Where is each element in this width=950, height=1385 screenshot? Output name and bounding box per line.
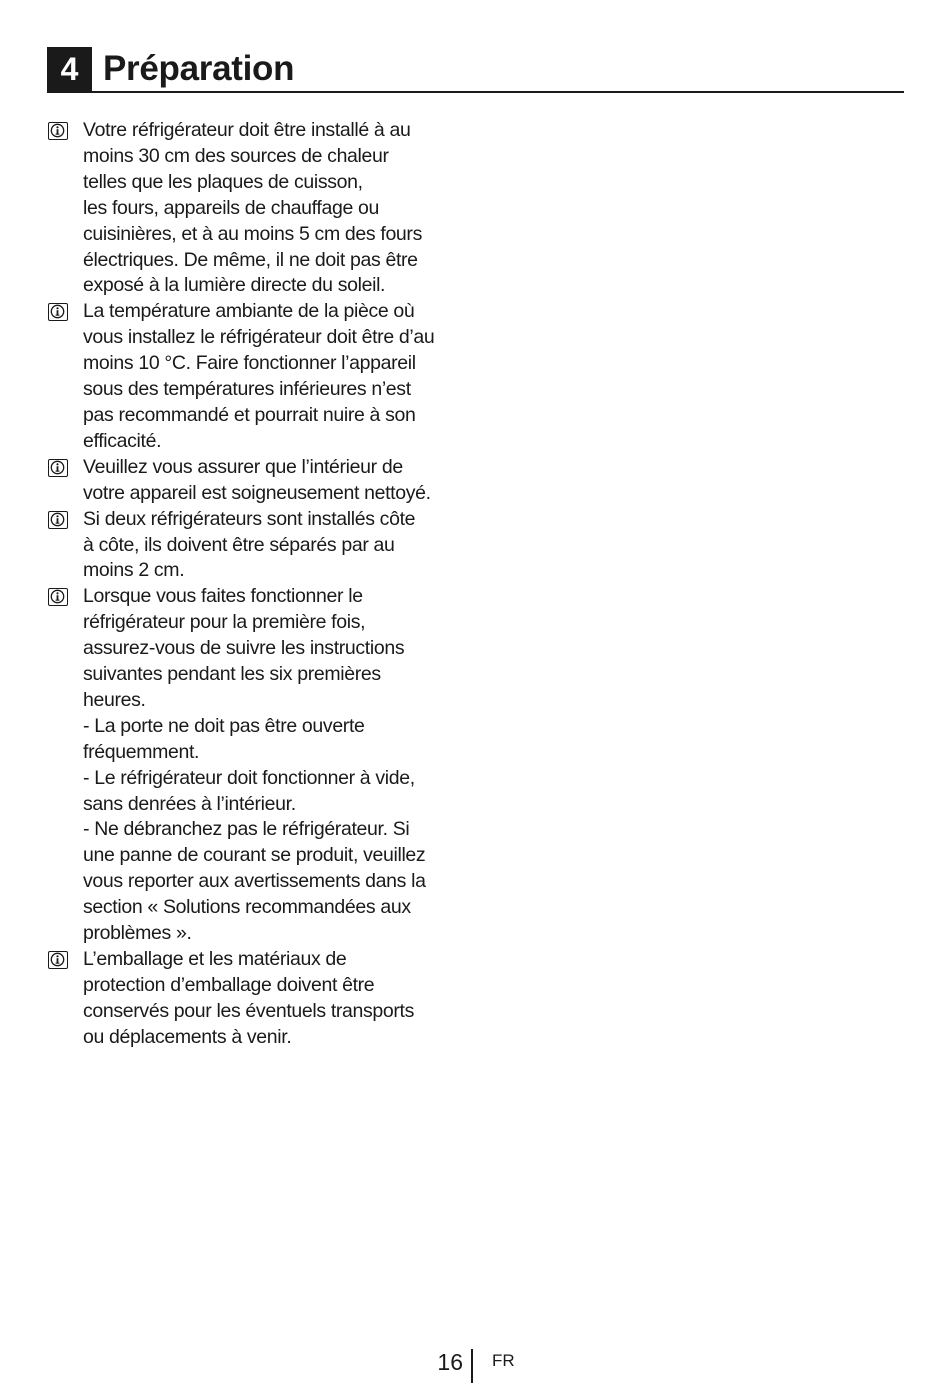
info-icon <box>48 122 68 140</box>
section-number-badge: 4 <box>47 47 92 91</box>
note-text: Si deux réfrigérateurs sont installés côte à côte, ils doivent être séparés par au moins 2 cm. <box>83 507 416 582</box>
note-text: Votre réfrigérateur doit être installé à au moins 30 cm des sources de chaleur telles que les plaques de cuisson, les fours, appareils de chauffage ou cuisinières, et à au moins 5 cm des fours électriques. De même, il ne doit pas être exposé à la lumière directe du soleil. <box>83 119 422 297</box>
page-title: Préparation <box>103 49 295 88</box>
note-text: La température ambiante de la pièce où vous installez le réfrigérateur doit être d’au moins 10 °C. Faire fonctionner l’appareil sous des températures inférieures n’est pas recommandé et pourrait nuire à son efficacité. <box>83 300 435 452</box>
note-text: Lorsque vous faites fonctionner le réfrigérateur pour la première fois, assurez-vous de suivre les instructions suivantes pendant les six premières heures. - La porte ne doit pas être ouverte fréquemment. - Le réfrigérateur doit fonctionner à vide, sans denrées à l’intérieur. - Ne débranchez pas le réfrigérateur. Si une panne de courant se produit, veuillez vous reporter aux avertissements dans la section « Solutions recommandées aux problèmes ». <box>83 585 426 945</box>
language-code: FR <box>492 1351 515 1370</box>
note-text: Veuillez vous assurer que l’intérieur de votre appareil est soigneusement nettoyé. <box>83 455 431 504</box>
info-icon <box>48 511 68 529</box>
page-number: 16 <box>437 1349 463 1375</box>
note-item <box>47 299 477 454</box>
note-item <box>47 584 477 947</box>
section-header <box>47 47 904 93</box>
footer-divider <box>471 1349 473 1383</box>
note-item <box>47 947 477 1051</box>
info-icon <box>48 951 68 969</box>
note-item <box>47 507 477 585</box>
note-item <box>47 118 477 299</box>
page-footer <box>0 1345 950 1385</box>
info-icon <box>48 459 68 477</box>
notes-list <box>47 118 477 1051</box>
note-item <box>47 455 477 507</box>
info-icon <box>48 588 68 606</box>
note-text: L’emballage et les matériaux de protection d’emballage doivent être conservés pour les éventuels transports ou déplacements à venir. <box>83 948 415 1048</box>
info-icon <box>48 303 68 321</box>
